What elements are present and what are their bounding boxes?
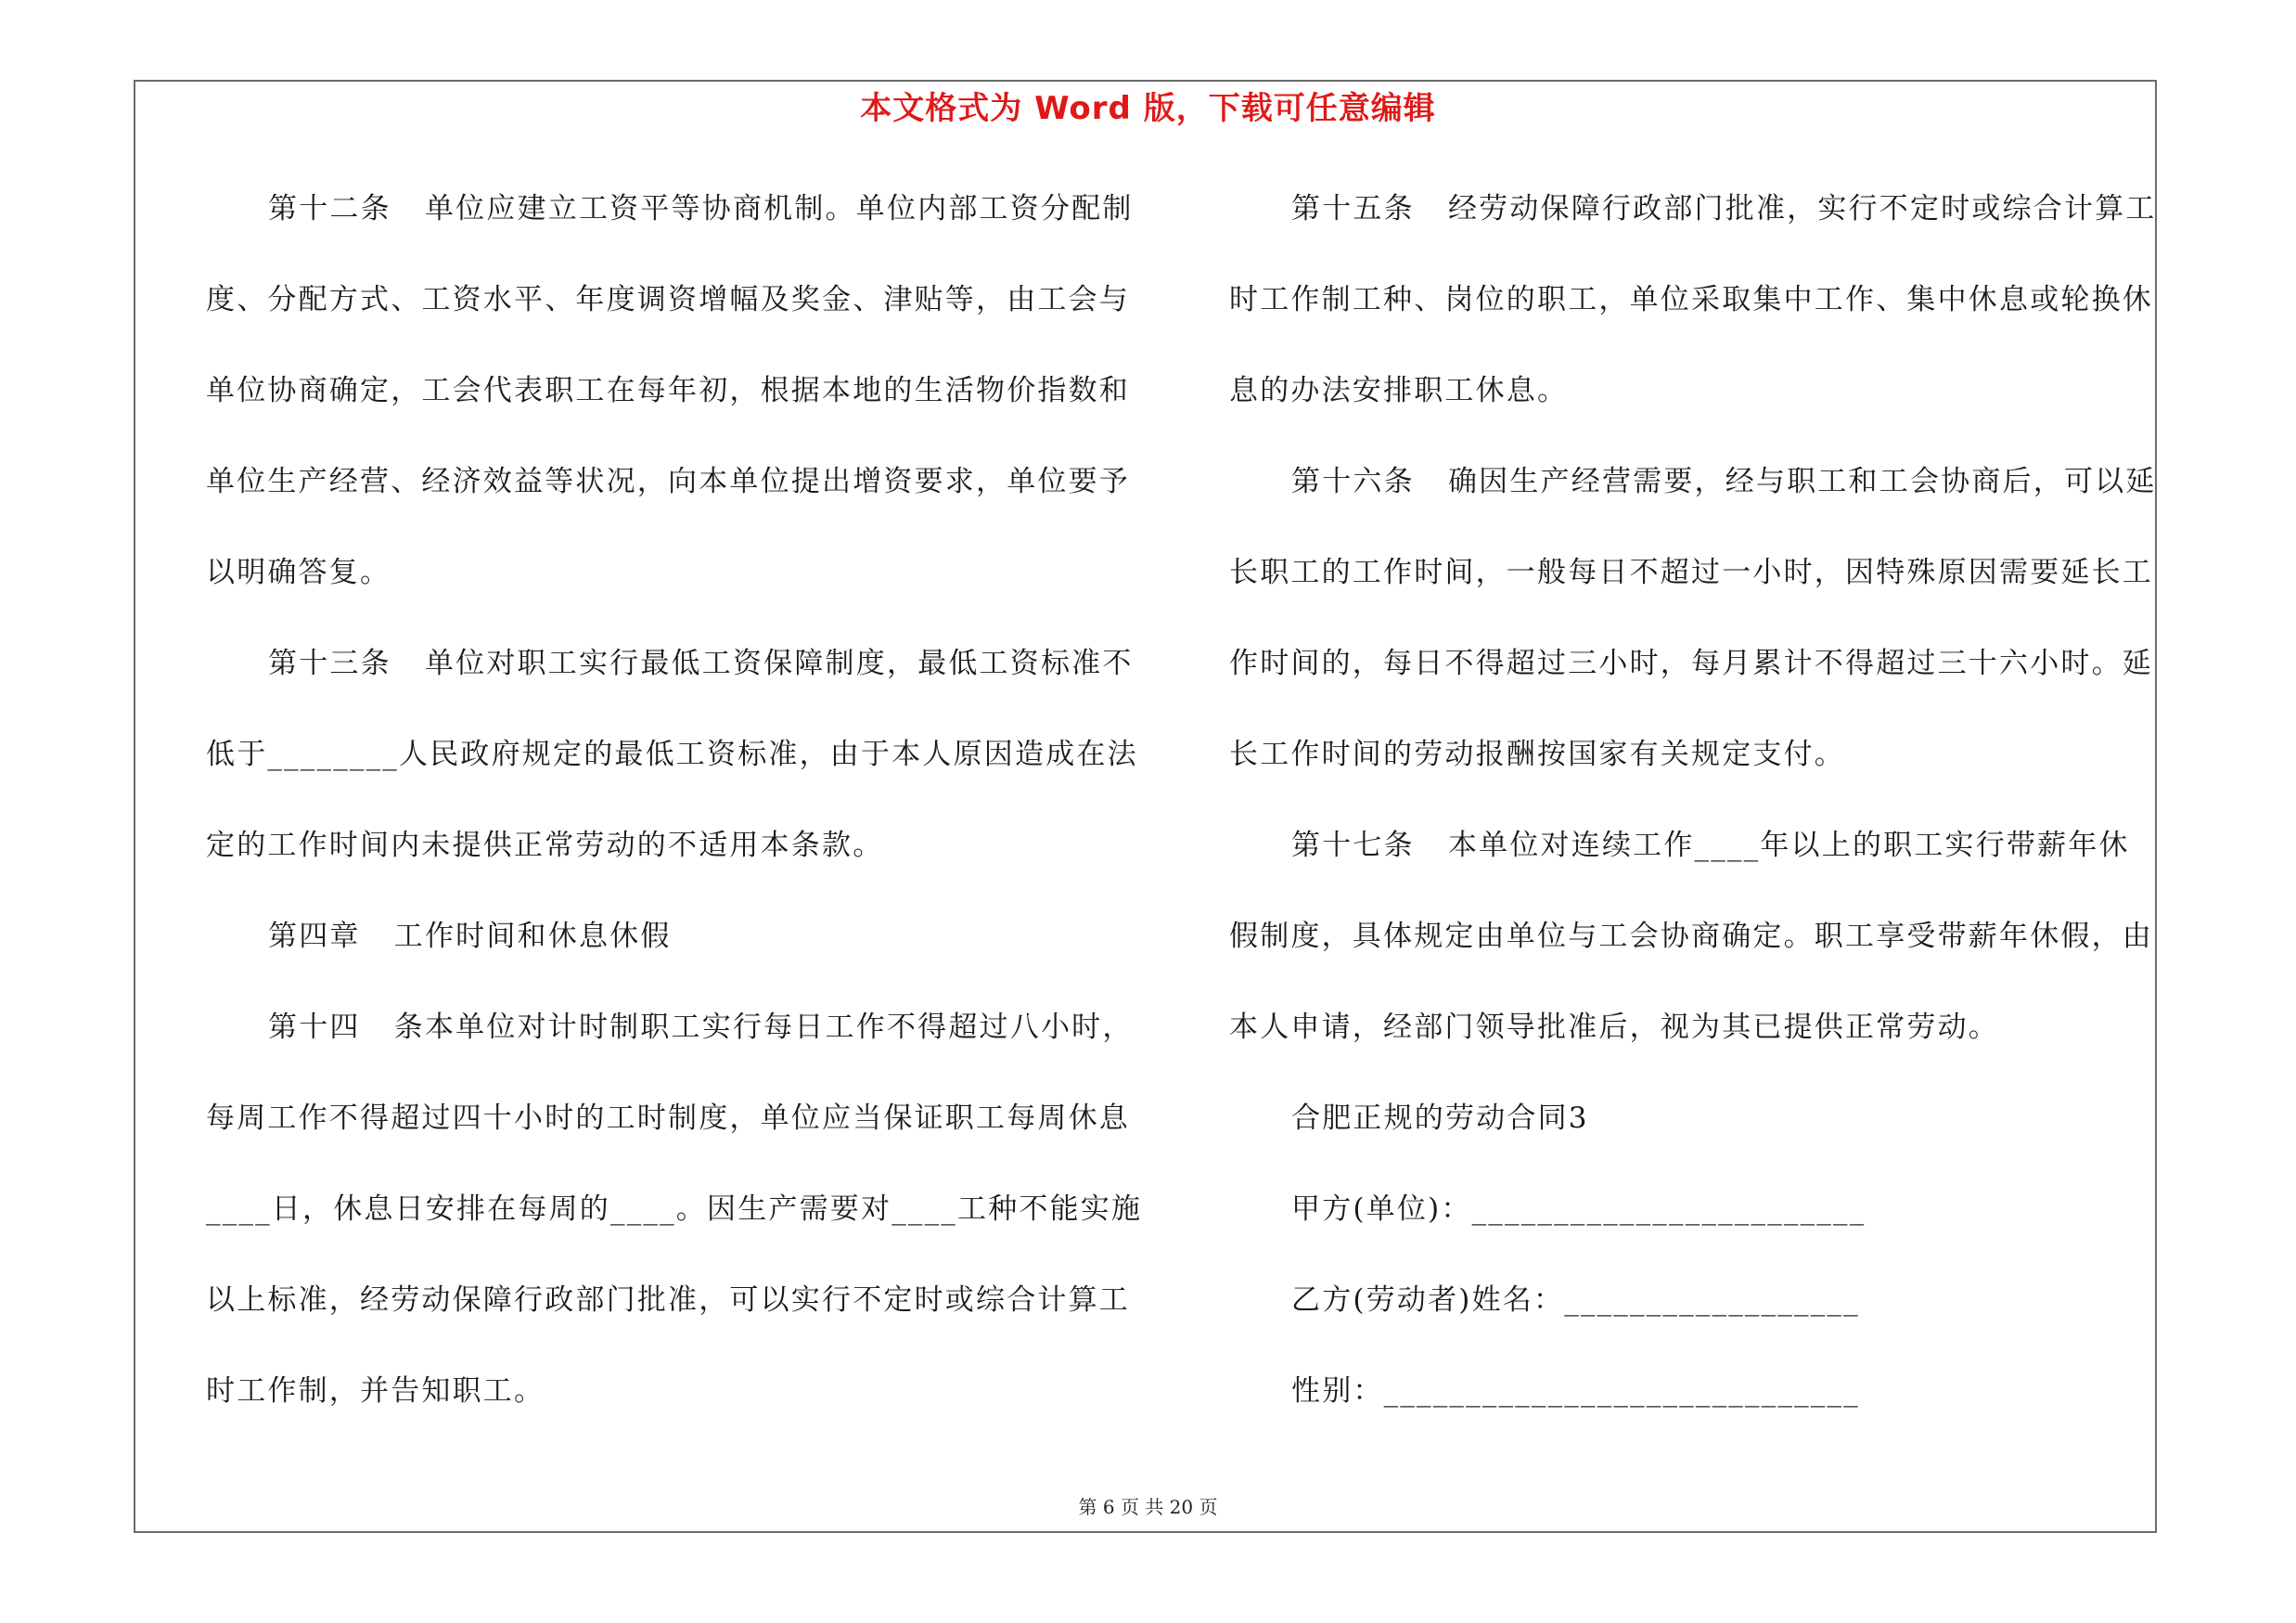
text-line: 息的办法安排职工休息。	[1229, 374, 1569, 407]
text-line: 本人申请，经部门领导批准后，视为其已提供正常劳动。	[1229, 1011, 1999, 1044]
text-line: 低于________人民政府规定的最低工资标准，由于本人原因造成在法	[206, 738, 1138, 771]
text-line: 以上标准，经劳动保障行政部门批准，可以实行不定时或综合计算工	[206, 1283, 1130, 1317]
text-line: 假制度，具体规定由单位与工会协商确定。职工享受带薪年休假，由	[1229, 920, 2153, 953]
text-line: 时工作制工种、岗位的职工，单位采取集中工作、集中休息或轮换休	[1229, 283, 2153, 316]
text-line: 时工作制，并告知职工。	[206, 1374, 545, 1408]
text-line: 单位协商确定，工会代表职工在每年初，根据本地的生活物价指数和	[206, 374, 1130, 407]
text-line: 每周工作不得超过四十小时的工时制度，单位应当保证职工每周休息	[206, 1101, 1130, 1135]
text-line: 度、分配方式、工资水平、年度调资增幅及奖金、津贴等，由工会与	[206, 283, 1130, 316]
text-line: 长工作时间的劳动报酬按国家有关规定支付。	[1229, 738, 1845, 771]
text-line: 作时间的，每日不得超过三小时，每月累计不得超过三十六小时。延	[1229, 647, 2153, 680]
party-b-name-field: 乙方(劳动者)姓名：__________________	[1291, 1283, 1860, 1317]
text-line: 长职工的工作时间，一般每日不超过一小时，因特殊原因需要延长工	[1229, 556, 2153, 589]
text-line: 定的工作时间内未提供正常劳动的不适用本条款。	[206, 829, 884, 862]
text-line: 第十四 条本单位对计时制职工实行每日工作不得超过八小时，	[268, 1011, 1134, 1044]
text-line: 第十五条 经劳动保障行政部门批准，实行不定时或综合计算工	[1291, 192, 2157, 225]
gender-field: 性别：_____________________________	[1291, 1374, 1860, 1408]
chapter-heading: 第四章 工作时间和休息休假	[268, 920, 672, 953]
contract-title: 合肥正规的劳动合同3	[1291, 1101, 1589, 1135]
editable-word-banner: 本文格式为 Word 版，下载可任意编辑	[860, 90, 1436, 127]
text-line: 单位生产经营、经济效益等状况，向本单位提出增资要求，单位要予	[206, 465, 1130, 498]
party-a-field: 甲方(单位)：________________________	[1291, 1192, 1866, 1226]
text-line: 第十三条 单位对职工实行最低工资保障制度，最低工资标准不	[268, 647, 1134, 680]
page-number: 第 6 页 共 20 页	[1078, 1496, 1218, 1518]
text-line: 第十二条 单位应建立工资平等协商机制。单位内部工资分配制	[268, 192, 1134, 225]
text-line: 第十六条 确因生产经营需要，经与职工和工会协商后，可以延	[1291, 465, 2157, 498]
text-line: ____日，休息日安排在每周的____。因生产需要对____工种不能实施	[206, 1192, 1143, 1226]
text-line: 第十七条 本单位对连续工作____年以上的职工实行带薪年休	[1291, 829, 2130, 862]
text-line: 以明确答复。	[206, 556, 391, 589]
